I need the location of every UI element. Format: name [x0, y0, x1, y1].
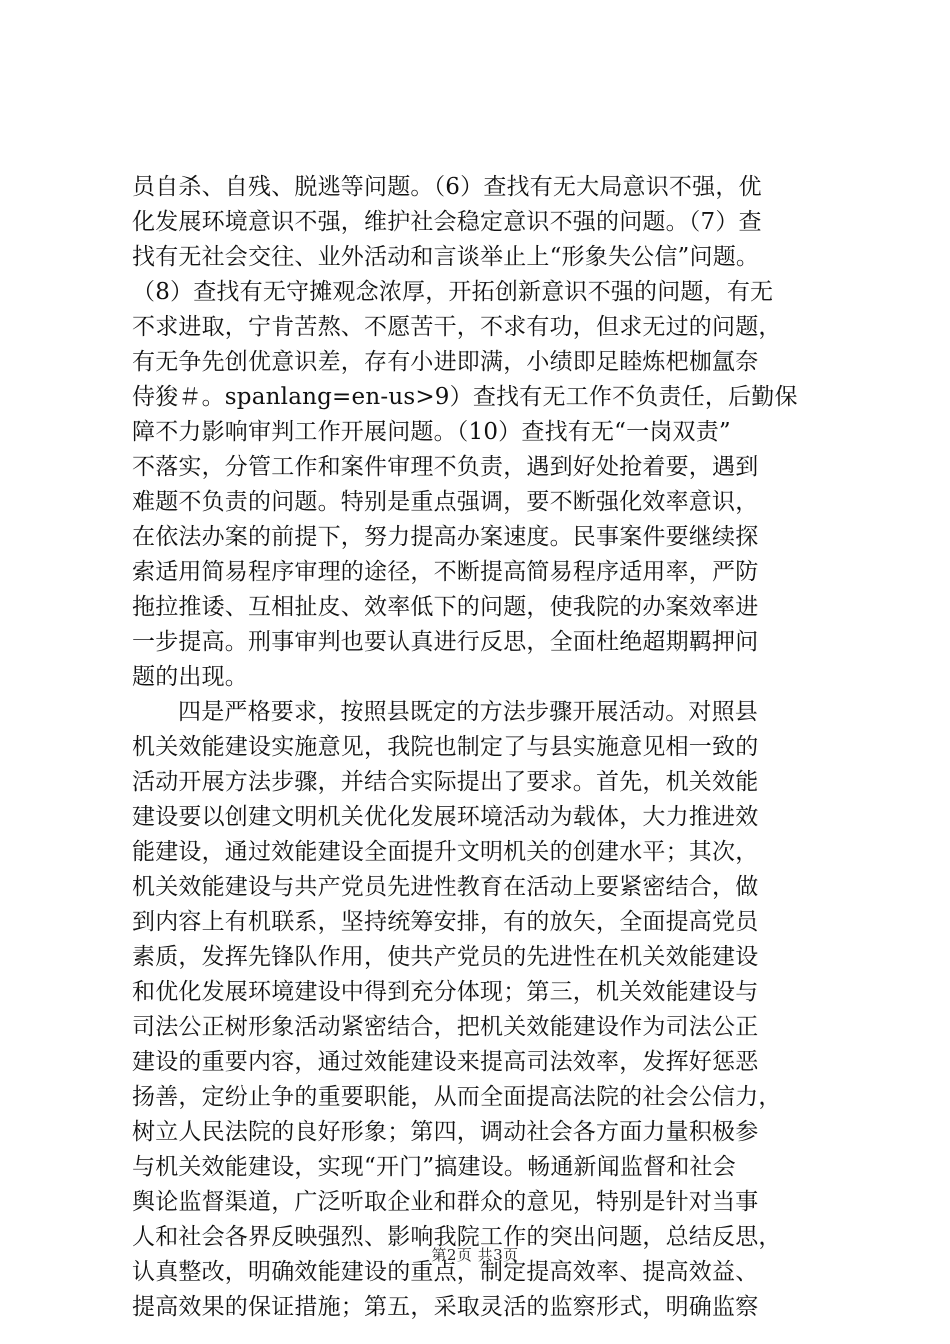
text-line: 机关效能建设与共产党员先进性教育在活动上要紧密结合，做 [132, 874, 759, 900]
text-line: 难题不负责的问题。特别是重点强调，要不断强化效率意识， [132, 489, 759, 515]
text-line: 题的出现。 [132, 664, 248, 690]
text-line: 建设的重要内容，通过效能建设来提高司法效率，发挥好惩恶 [132, 1049, 759, 1075]
text-line: 人和社会各界反映强烈、影响我院工作的突出问题，总结反思， [132, 1224, 782, 1250]
text-line: 找有无社会交往、业外活动和言谈举止上“形象失公信”问题。 [132, 244, 760, 270]
text-line: 不落实，分管工作和案件审理不负责，遇到好处抢着要，遇到 [132, 454, 759, 480]
text-line: 素质，发挥先锋队作用，使共产党员的先进性在机关效能建设 [132, 944, 759, 970]
text-line: 员自杀、自残、脱逃等问题。（6）查找有无大局意识不强，优 [132, 174, 762, 200]
text-line: 能建设，通过效能建设全面提升文明机关的创建水平；其次， [132, 839, 759, 865]
text-line: 树立人民法院的良好形象；第四，调动社会各方面力量积极参 [132, 1119, 759, 1145]
text-line: 一步提高。刑事审判也要认真进行反思，全面杜绝超期羁押问 [132, 629, 759, 655]
document-body [132, 170, 832, 1325]
text-line: 化发展环境意识不强，维护社会稳定意识不强的问题。（7）查 [132, 209, 762, 235]
paragraph-start-line: 四是严格要求，按照县既定的方法步骤开展活动。对照县 [178, 699, 758, 725]
text-line: 不求进取，宁肯苦熬、不愿苦干，不求有功，但求无过的问题， [132, 314, 782, 340]
text-line: 到内容上有机联系，坚持统筹安排，有的放矢，全面提高党员 [132, 909, 759, 935]
text-line: （8）查找有无守摊观念浓厚，开拓创新意识不强的问题，有无 [132, 279, 774, 305]
text-line: 和优化发展环境建设中得到充分体现；第三，机关效能建设与 [132, 979, 759, 1005]
text-line: 扬善，定纷止争的重要职能，从而全面提高法院的社会公信力， [132, 1084, 782, 1110]
text-line: 与机关效能建设，实现“开门”搞建设。畅通新闻监督和社会 [132, 1154, 736, 1180]
text-line: 障不力影响审判工作开展问题。（10）查找有无“一岗双责” [132, 419, 731, 445]
text-line: 机关效能建设实施意见，我院也制定了与县实施意见相一致的 [132, 734, 759, 760]
text-line: 拖拉推诿、互相扯皮、效率低下的问题，使我院的办案效率进 [132, 594, 759, 620]
page-number-footer: 第2页 共3页 [431, 1246, 519, 1264]
text-line: 在依法办案的前提下，努力提高办案速度。民事案件要继续探 [132, 524, 759, 550]
text-line: 认真整改，明确效能建设的重点，制定提高效率、提高效益、 [132, 1259, 759, 1285]
text-line: 索适用简易程序审理的途径，不断提高简易程序适用率，严防 [132, 559, 759, 585]
text-line: 司法公正树形象活动紧密结合，把机关效能建设作为司法公正 [132, 1014, 759, 1040]
text-line: 舆论监督渠道，广泛听取企业和群众的意见，特别是针对当事 [132, 1189, 759, 1215]
text-line: 侍狻＃。spanlang=en-us>9）查找有无工作不负责任，后勤保 [132, 384, 798, 410]
text-line: 有无争先创优意识差，存有小进即满，小绩即足睦炼杷枷氲奈 [132, 349, 759, 375]
text-line: 提高效果的保证措施；第五，采取灵活的监察形式，明确监察 [132, 1294, 759, 1320]
text-line: 活动开展方法步骤，并结合实际提出了要求。首先，机关效能 [132, 769, 759, 795]
text-line: 建设要以创建文明机关优化发展环境活动为载体，大力推进效 [132, 804, 759, 830]
